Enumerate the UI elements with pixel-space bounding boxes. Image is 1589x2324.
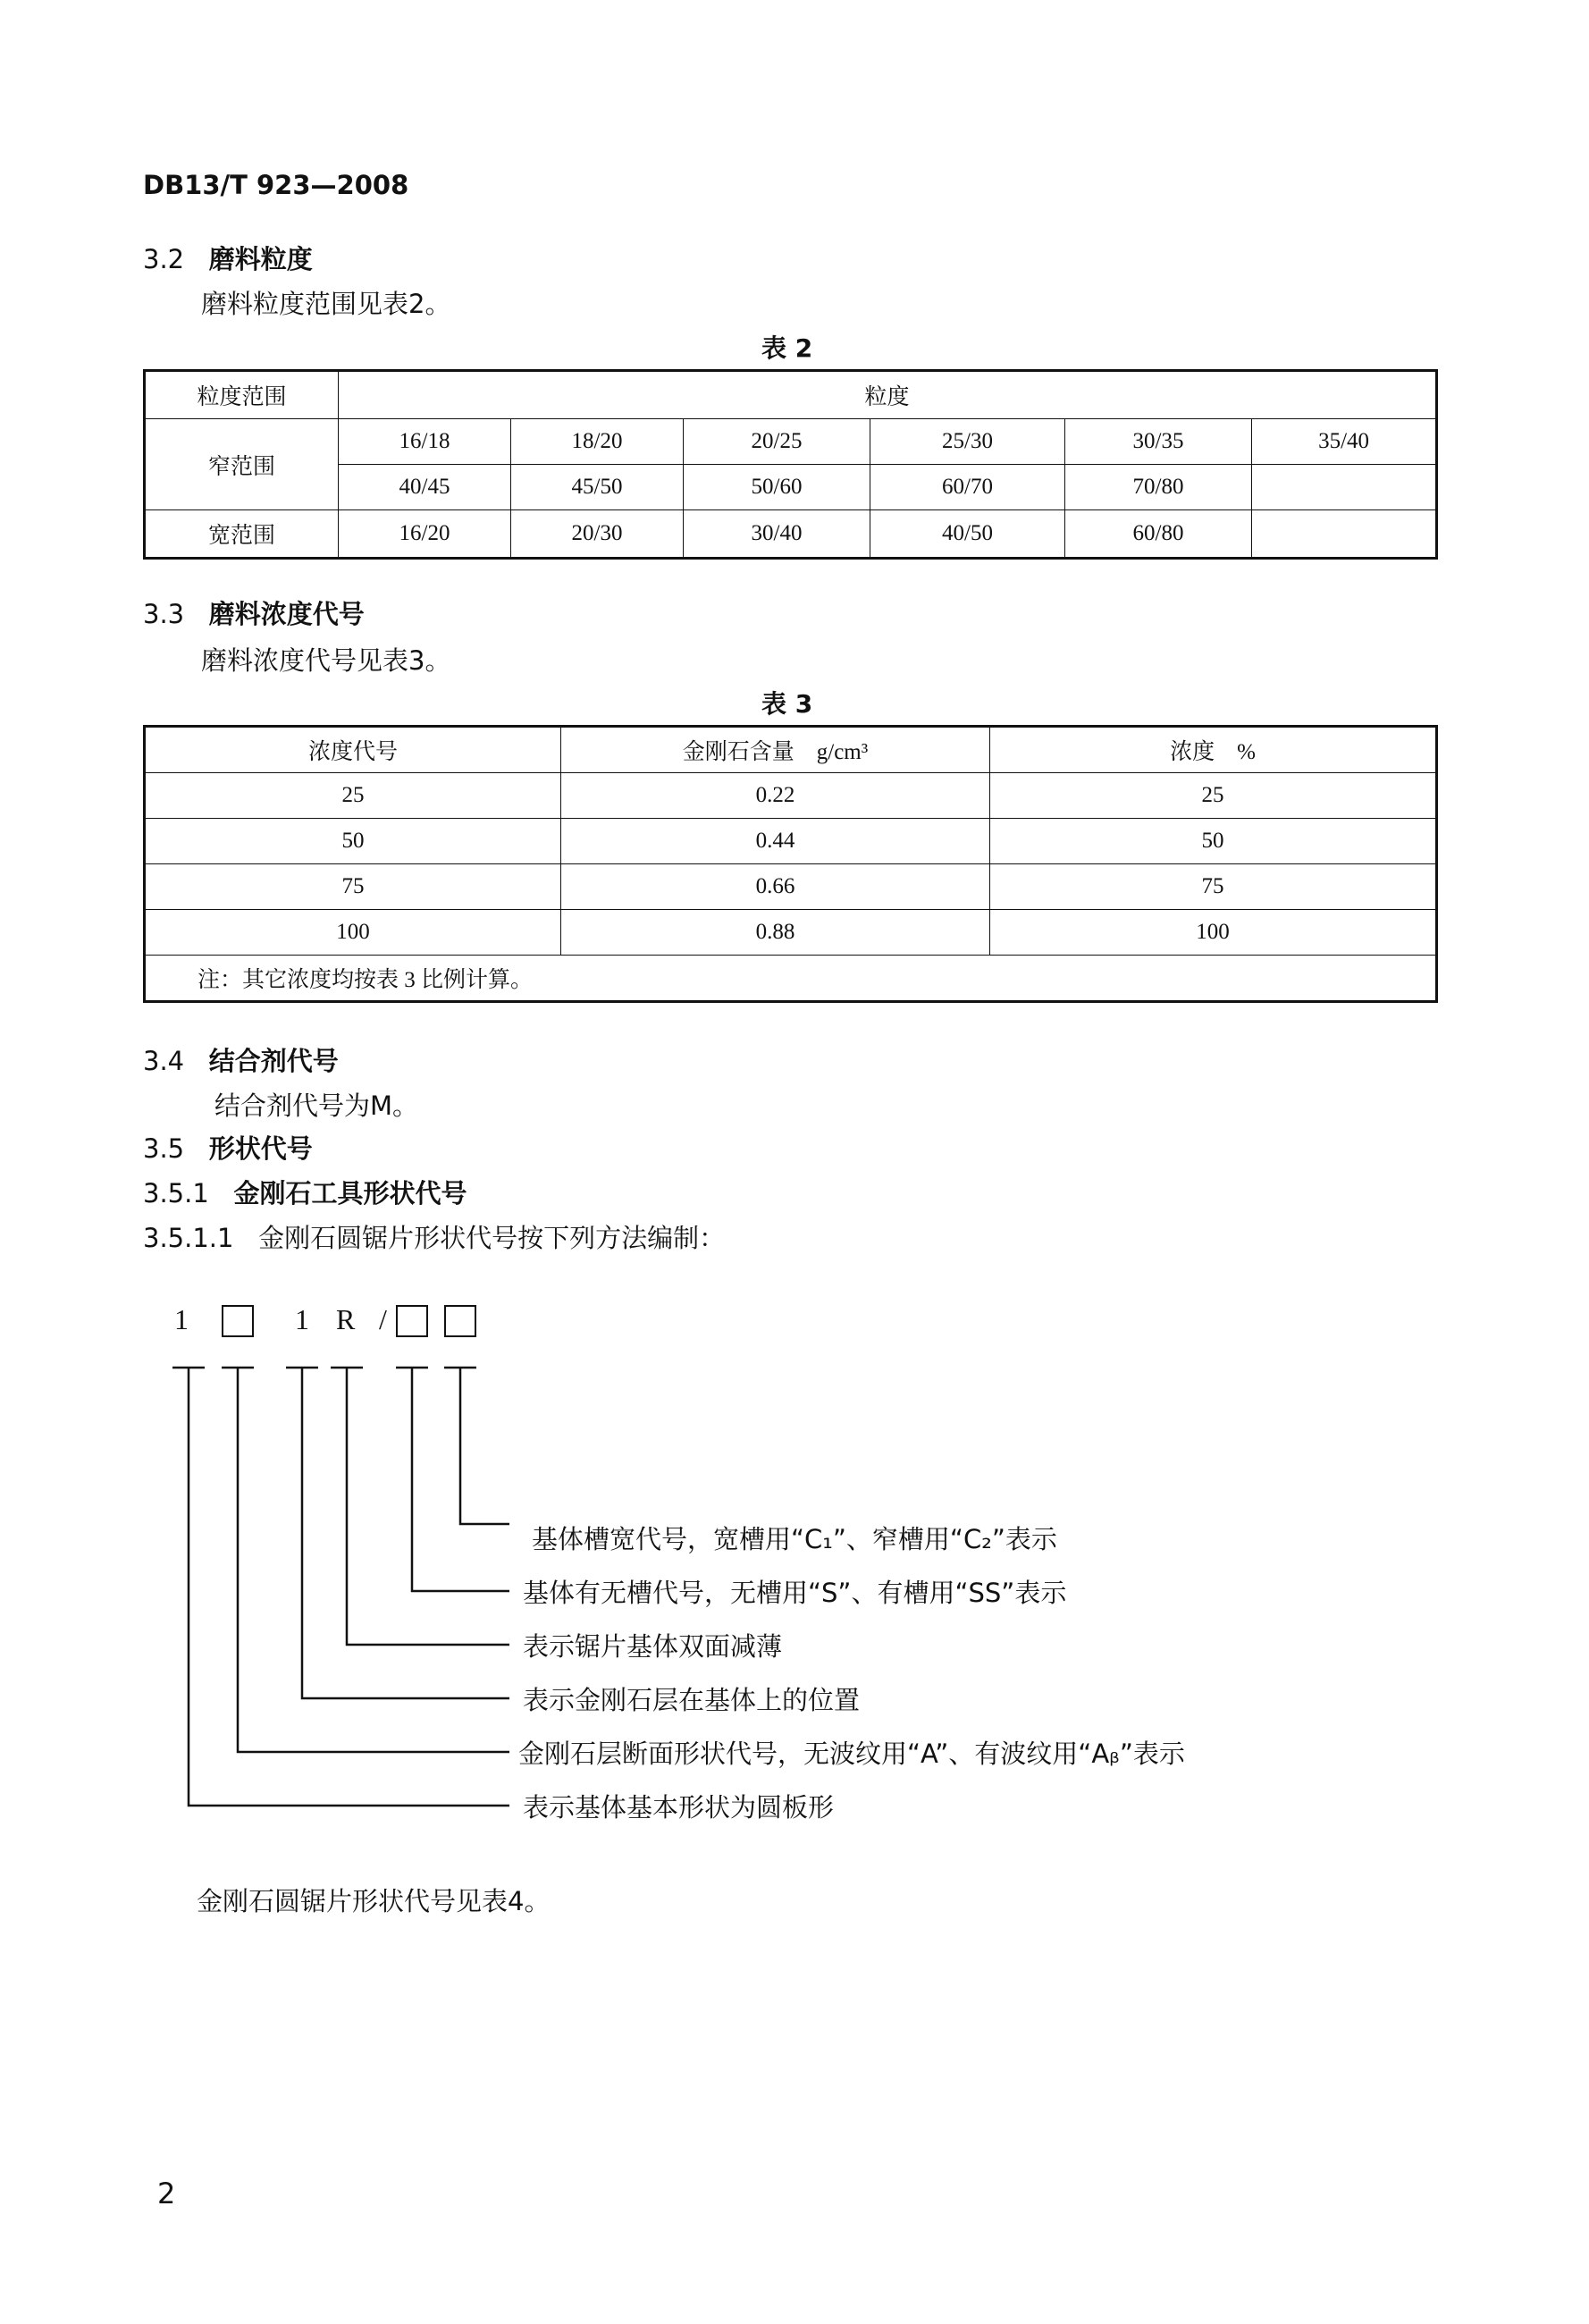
table-2-header-range: 粒度范围: [145, 371, 339, 419]
section-3-4-text: 结合剂代号为M。: [214, 1090, 419, 1121]
table-cell: 25/30: [870, 419, 1065, 465]
section-title: 金刚石工具形状代号: [233, 1178, 467, 1208]
table-cell: 20/25: [684, 419, 870, 465]
annotation-thinning: 表示锯片基体双面减薄: [523, 1631, 783, 1662]
section-text: 金刚石圆锯片形状代号按下列方法编制：: [258, 1223, 726, 1253]
code-char-1-position: 1: [295, 1303, 309, 1335]
table-cell: 0.66: [561, 864, 990, 910]
section-3-3-text: 磨料浓度代号见表3。: [201, 645, 451, 676]
table-cell: 70/80: [1065, 465, 1252, 510]
table-2-caption: 表 2: [761, 333, 813, 363]
section-number: 3.2: [143, 244, 185, 274]
section-title: 磨料粒度: [208, 244, 313, 274]
section-number: 3.5: [143, 1133, 185, 1164]
page-number: 2: [157, 2177, 176, 2210]
annotation-slot: 基体有无槽代号，无槽用“S”、有槽用“SS”表示: [523, 1578, 1067, 1608]
table-cell: 50: [145, 819, 561, 864]
table-cell: 0.88: [561, 910, 990, 956]
table-cell: 60/80: [1065, 510, 1252, 559]
table-cell: 75: [990, 864, 1437, 910]
table-cell: 60/70: [870, 465, 1065, 510]
table-2-header-grit: 粒度: [339, 371, 1437, 419]
table-cell: 100: [990, 910, 1437, 956]
annotation-base-shape: 表示基体基本形状为圆板形: [523, 1792, 835, 1823]
table-cell: 100: [145, 910, 561, 956]
table-cell: 30/40: [684, 510, 870, 559]
table-cell: 30/35: [1065, 419, 1252, 465]
section-title: 磨料浓度代号: [208, 599, 365, 629]
annotation-slot-width: 基体槽宽代号，宽槽用“C₁”、窄槽用“C₂”表示: [532, 1524, 1057, 1554]
section-number: 3.3: [143, 599, 185, 629]
table-2-narrow-label: 窄范围: [145, 419, 339, 510]
table-cell: 20/30: [511, 510, 684, 559]
code-char-slash: /: [379, 1303, 387, 1335]
code-char-1: 1: [174, 1303, 189, 1335]
section-number: 3.4: [143, 1046, 185, 1076]
table-cell: 16/18: [339, 419, 511, 465]
table-3-header-content: 金刚石含量 g/cm³: [561, 727, 990, 773]
table-3-note: 注：其它浓度均按表 3 比例计算。: [145, 956, 1437, 1002]
section-title: 形状代号: [208, 1133, 313, 1164]
table-cell: 25: [990, 773, 1437, 819]
table-cell: 16/20: [339, 510, 511, 559]
table-cell: 35/40: [1252, 419, 1437, 465]
code-char-r: R: [336, 1303, 356, 1335]
closing-text: 金刚石圆锯片形状代号见表4。: [197, 1886, 551, 1916]
document-id: DB13/T 923—2008: [143, 170, 409, 200]
table-cell: 50: [990, 819, 1437, 864]
section-3-2-text: 磨料粒度范围见表2。: [201, 289, 451, 319]
section-title: 结合剂代号: [208, 1046, 339, 1076]
table-3-header-concentration: 浓度 %: [990, 727, 1437, 773]
annotation-section-shape: 金刚石层断面形状代号，无波纹用“A”、有波纹用“Aᵦ”表示: [518, 1739, 1185, 1769]
section-number: 3.5.1: [143, 1178, 209, 1208]
table-2-wide-label: 宽范围: [145, 510, 339, 559]
table-3-caption: 表 3: [761, 689, 813, 719]
table-3-header-code: 浓度代号: [145, 727, 561, 773]
table-cell: 40/50: [870, 510, 1065, 559]
table-cell: 25: [145, 773, 561, 819]
table-cell: 75: [145, 864, 561, 910]
table-cell: 18/20: [511, 419, 684, 465]
table-cell: 45/50: [511, 465, 684, 510]
table-cell: 0.44: [561, 819, 990, 864]
table-cell: 0.22: [561, 773, 990, 819]
section-number: 3.5.1.1: [143, 1223, 234, 1253]
annotation-position: 表示金刚石层在基体上的位置: [523, 1685, 861, 1715]
table-cell: 50/60: [684, 465, 870, 510]
table-cell: 40/45: [339, 465, 511, 510]
